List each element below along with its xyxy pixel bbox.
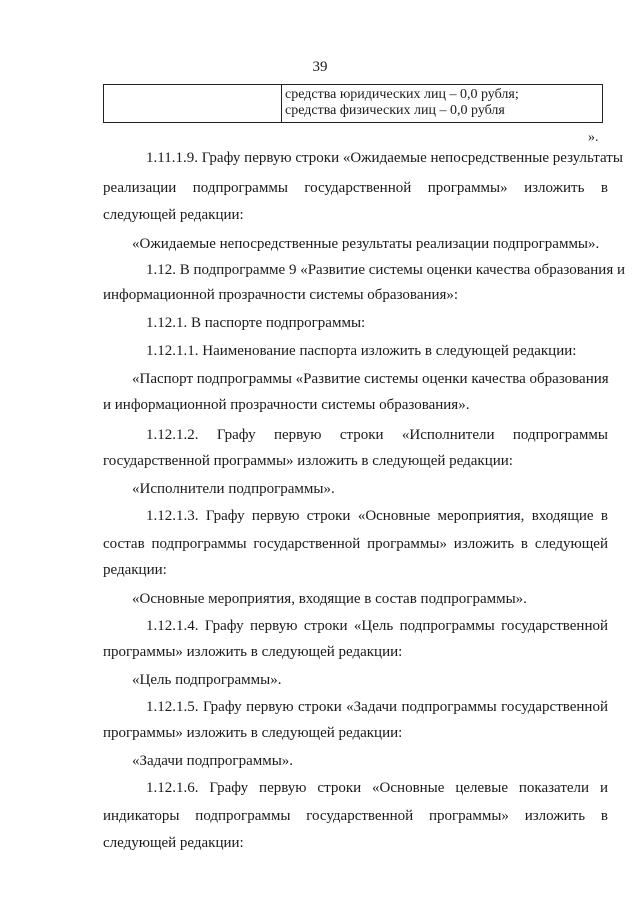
table-cell-line: средства юридических лиц – 0,0 рубля; — [285, 87, 519, 102]
text-line: 1.12.1. В паспорте подпрограммы: — [146, 315, 366, 331]
table-right-cell — [285, 87, 519, 119]
closing-quote: ». — [588, 130, 599, 145]
text-line: следующей редакции: — [103, 835, 244, 851]
table-cell-line: средства физических лиц – 0,0 рубля — [285, 103, 505, 118]
text-line: редакции: — [103, 562, 167, 578]
text-line: «Исполнители подпрограммы». — [132, 481, 335, 497]
text-line: «Ожидаемые непосредственные результаты реализации подпрограммы». — [132, 236, 600, 252]
text-line: 1.12.1.6. Графу первую строки «Основные целевые показатели и — [146, 780, 608, 796]
text-line: программы» изложить в следующей редакции: — [103, 644, 403, 660]
text-line: «Паспорт подпрограммы «Развитие системы оценки качества образования — [132, 371, 609, 387]
text-line: программы» изложить в следующей редакции: — [103, 725, 403, 741]
text-line: информационной прозрачности системы образования»: — [103, 287, 459, 303]
text-line: «Задачи подпрограммы». — [132, 753, 294, 769]
text-line: 1.12.1.5. Графу первую строки «Задачи подпрограммы государственной — [146, 699, 608, 715]
text-line: «Цель подпрограммы». — [132, 672, 282, 688]
text-line: 1.12. В подпрограмме 9 «Развитие системы оценки качества образования и — [146, 262, 625, 278]
text-line: 1.12.1.3. Графу первую строки «Основные мероприятия, входящие в — [146, 508, 608, 524]
text-line: 1.11.1.9. Графу первую строки «Ожидаемые непосредственные результаты — [146, 150, 623, 166]
page-number: 39 — [312, 59, 328, 75]
text-line: 1.12.1.4. Графу первую строки «Цель подпрограммы государственной — [146, 618, 608, 634]
text-line: государственной программы» изложить в следующей редакции: — [103, 453, 513, 469]
text-line: реализации подпрограммы государственной программы» изложить в — [103, 180, 608, 196]
text-line: и информационной прозрачности системы образования». — [103, 397, 470, 413]
text-line: 1.12.1.2. Графу первую строки «Исполнители подпрограммы — [146, 427, 608, 443]
text-line: «Основные мероприятия, входящие в состав подпрограммы». — [132, 591, 527, 607]
text-line: 1.12.1.1. Наименование паспорта изложить в следующей редакции: — [146, 343, 577, 359]
table-column-divider — [281, 85, 282, 122]
continuation-table — [103, 84, 603, 123]
text-line: состав подпрограммы государственной программы» изложить в следующей — [103, 536, 608, 552]
text-line: индикаторы подпрограммы государственной программы» изложить в — [103, 808, 608, 824]
text-line: следующей редакции: — [103, 207, 244, 223]
